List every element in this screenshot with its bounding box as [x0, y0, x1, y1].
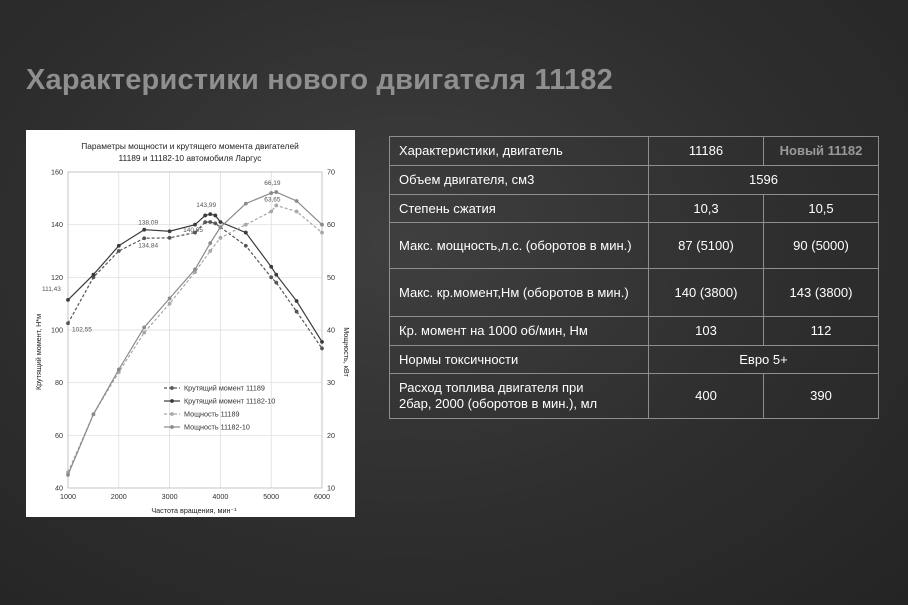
data-point	[269, 191, 273, 195]
data-point	[208, 220, 212, 224]
header-cell: 11186	[649, 137, 764, 166]
row-value-11182: 143 (3800)	[764, 269, 879, 317]
legend-marker	[170, 386, 174, 390]
data-point	[269, 210, 273, 214]
header-cell: Характеристики, двигатель	[390, 137, 649, 166]
chart-panel	[26, 130, 355, 517]
data-point	[320, 347, 324, 351]
data-point	[142, 325, 146, 329]
data-point	[92, 412, 96, 416]
y-tick-label-left: 60	[55, 430, 63, 440]
row-label: Кр. момент на 1000 об/мин, Нм	[390, 317, 649, 346]
row-value-11186: 103	[649, 317, 764, 346]
row-label: Объем двигателя, см3	[390, 166, 649, 195]
row-value-merged: Евро 5+	[649, 346, 879, 374]
data-point	[269, 265, 273, 269]
data-point	[274, 281, 278, 285]
legend-marker	[170, 425, 174, 429]
y-tick-label-right: 60	[327, 220, 335, 230]
x-tick-label: 4000	[212, 492, 229, 501]
y-tick-label-right: 50	[327, 272, 335, 282]
legend-label: Мощность 11189	[184, 409, 240, 419]
chart-title: Параметры мощности и крутящего момента двигателей	[81, 141, 299, 151]
data-label: 143,99	[196, 202, 217, 210]
data-point	[117, 249, 121, 253]
y-tick-label-left: 80	[55, 378, 63, 388]
grid	[68, 172, 322, 488]
legend-label: Крутящий момент 11189	[184, 383, 265, 393]
row-label: Макс. мощность,л.с. (оборотов в мин.)	[390, 223, 649, 269]
y-tick-label-right: 20	[327, 430, 335, 440]
data-point	[168, 229, 172, 233]
data-point	[193, 268, 197, 272]
data-label: 66,19	[264, 180, 281, 188]
y-tick-label-left: 140	[51, 220, 63, 230]
data-label: 138,09	[138, 219, 159, 227]
data-point	[208, 241, 212, 245]
series-line	[68, 192, 322, 475]
y-axis-label-right: Мощность, кВт	[342, 327, 351, 377]
x-tick-label: 5000	[263, 492, 280, 501]
data-point	[168, 297, 172, 301]
data-point	[203, 220, 207, 224]
data-point	[274, 190, 278, 194]
data-point	[203, 214, 207, 218]
y-tick-label-right: 30	[327, 378, 335, 388]
data-point	[66, 473, 70, 477]
legend-label: Мощность 11182-10	[184, 422, 250, 432]
table-row	[390, 223, 879, 269]
y-tick-label-right: 70	[327, 167, 335, 177]
axes	[51, 168, 335, 502]
legend	[164, 384, 275, 432]
row-value-11186: 87 (5100)	[649, 223, 764, 269]
row-label: Степень сжатия	[390, 195, 649, 223]
data-label: 140,95	[183, 227, 204, 235]
row-value-11182: 112	[764, 317, 879, 346]
data-point	[320, 223, 324, 227]
data-point	[320, 340, 324, 344]
data-point	[117, 368, 121, 372]
legend-label: Крутящий момент 11182-10	[184, 396, 276, 406]
y-tick-label-left: 40	[55, 483, 63, 493]
legend-marker	[170, 412, 174, 416]
y-tick-label-left: 100	[51, 325, 63, 335]
data-label: 63,65	[264, 196, 281, 204]
data-point	[274, 204, 278, 208]
data-label: 102,55	[72, 326, 92, 334]
power-torque-chart	[26, 130, 355, 517]
row-value-merged: 1596	[649, 166, 879, 195]
table-row	[390, 195, 879, 223]
data-point	[66, 321, 70, 325]
row-label: Нормы токсичности	[390, 346, 649, 374]
row-value-11182: 90 (5000)	[764, 223, 879, 269]
x-tick-label: 6000	[314, 492, 330, 501]
row-label	[390, 374, 649, 419]
data-point	[219, 225, 223, 229]
x-tick-label: 3000	[161, 492, 178, 501]
data-point	[295, 310, 299, 314]
data-point	[219, 220, 223, 224]
y-axis-label-left: Крутящий момент, Н*м	[34, 313, 43, 391]
data-point	[219, 236, 223, 240]
y-tick-label-left: 160	[51, 167, 63, 177]
table-row	[390, 374, 879, 419]
data-point	[142, 331, 146, 335]
data-point	[168, 302, 172, 306]
data-point	[269, 275, 273, 279]
data-point	[208, 212, 212, 216]
data-point	[295, 199, 299, 203]
row-value-11186: 400	[649, 374, 764, 419]
x-tick-label: 2000	[110, 492, 127, 501]
row-value-11186: 10,3	[649, 195, 764, 223]
data-label: 111,43	[42, 285, 61, 293]
data-point	[295, 210, 299, 214]
data-label: 134,84	[138, 242, 159, 250]
y-tick-label-right: 40	[327, 325, 335, 335]
specs-table	[389, 136, 879, 419]
data-point	[244, 231, 248, 235]
table-row	[390, 317, 879, 346]
data-point	[244, 244, 248, 248]
data-point	[213, 221, 217, 225]
series-line	[68, 205, 322, 472]
row-label-line: 2бар, 2000 (оборотов в мин.), мл	[399, 396, 598, 411]
data-point	[193, 223, 197, 227]
row-value-11182: 390	[764, 374, 879, 419]
table-row	[390, 269, 879, 317]
data-point	[92, 273, 96, 277]
header-cell-new: Новый 11182	[764, 137, 879, 166]
data-point	[244, 202, 248, 206]
data-point	[66, 298, 70, 302]
x-tick-label: 1000	[60, 492, 76, 501]
row-value-11186: 140 (3800)	[649, 269, 764, 317]
data-point	[142, 228, 146, 232]
legend-marker	[170, 399, 174, 403]
y-tick-label-right: 10	[327, 483, 335, 493]
data-point	[244, 223, 248, 227]
table-header-row	[390, 137, 879, 166]
y-tick-label-left: 120	[51, 272, 63, 282]
data-point	[320, 231, 324, 235]
data-point	[274, 273, 278, 277]
row-label: Макс. кр.момент,Нм (оборотов в мин.)	[390, 269, 649, 317]
data-point	[168, 236, 172, 240]
data-point	[142, 236, 146, 240]
data-point	[295, 299, 299, 303]
chart-subtitle: 11189 и 11182-10 автомобиля Ларгус	[118, 153, 262, 163]
data-point	[213, 214, 217, 218]
data-point	[117, 244, 121, 248]
table-row	[390, 346, 879, 374]
row-label-line: Расход топлива двигателя при	[399, 380, 584, 395]
row-value-11182: 10,5	[764, 195, 879, 223]
table-row	[390, 166, 879, 195]
page-title: Характеристики нового двигателя 11182	[26, 64, 613, 96]
x-axis-label: Частота вращения, мин⁻¹	[151, 506, 237, 515]
data-point	[208, 249, 212, 253]
